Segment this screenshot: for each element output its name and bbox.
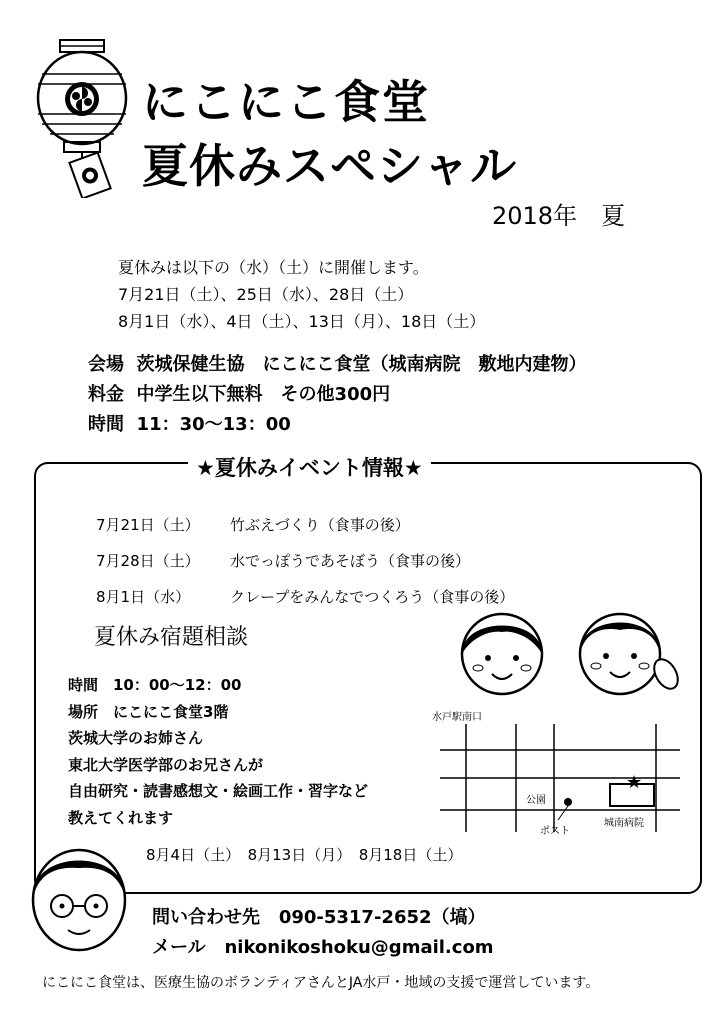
time-row bbox=[88, 410, 587, 440]
venue-row bbox=[88, 350, 587, 380]
map-station-label: 水戸駅南口 bbox=[432, 712, 482, 723]
event-info-title: ★夏休みイベント情報★ bbox=[188, 452, 431, 482]
homework-line-4: 東北大学医学部のお兄さんが bbox=[68, 755, 264, 774]
mail-row bbox=[152, 933, 494, 963]
fee-value: 中学生以下無料 その他300円 bbox=[136, 384, 391, 405]
info-block bbox=[88, 350, 587, 440]
footer-note: にこにこ食堂は、医療生協のボランティアさんとJA水戸・地域の支援で運営しています。 bbox=[42, 975, 600, 991]
fee-row bbox=[88, 380, 587, 410]
event-3-date: 8月1日（水） bbox=[96, 588, 191, 606]
homework-time: 時間 10：00〜12：00 bbox=[68, 676, 242, 694]
mail-address: nikonikoshoku@gmail.com bbox=[224, 937, 494, 958]
map-post-label: ポスト bbox=[540, 826, 570, 837]
girl-illustration bbox=[452, 606, 552, 698]
year-label: 2018年 夏 bbox=[492, 202, 626, 230]
event-1-date: 7月21日（土） bbox=[96, 516, 200, 534]
phone-number: 090-5317-2652（塙） bbox=[278, 907, 486, 928]
star-icon: ★ bbox=[626, 772, 643, 793]
schedule-line-august: 8月1日（水）、4日（土）、13日（月）、18日（土） bbox=[118, 312, 486, 331]
mail-label: メール bbox=[152, 937, 206, 958]
phone-row bbox=[152, 903, 494, 933]
contact-block bbox=[152, 903, 494, 963]
event-3-desc: クレープをみんなでつくろう（食事の後） bbox=[230, 588, 515, 606]
man-illustration bbox=[24, 838, 134, 956]
fee-label: 料金 bbox=[88, 384, 124, 405]
homework-line-3: 茨城大学のお姉さん bbox=[68, 729, 204, 747]
schedule-block bbox=[118, 254, 485, 335]
time-value: 11：30〜13：00 bbox=[136, 414, 291, 435]
map-hospital-label: 城南病院 bbox=[604, 818, 644, 829]
venue-value: 茨城保健生協 にこにこ食堂（城南病院 敷地内建物） bbox=[136, 354, 587, 375]
event-1-desc: 竹ぶえづくり（食事の後） bbox=[230, 516, 410, 534]
phone-label: 問い合わせ先 bbox=[152, 907, 260, 928]
event-2-desc: 水でっぽうであそぼう（食事の後） bbox=[230, 552, 471, 570]
homework-dates: 8月4日（土） 8月13日（月） 8月18日（土） bbox=[146, 846, 463, 864]
boy-illustration bbox=[570, 604, 686, 700]
lantern-illustration bbox=[30, 38, 134, 198]
map-park-label: 公園 bbox=[526, 795, 546, 806]
time-label: 時間 bbox=[88, 414, 124, 435]
homework-title: 夏休み宿題相談 bbox=[94, 625, 249, 650]
schedule-intro: 夏休みは以下の（水）（土）に開催します。 bbox=[118, 258, 429, 277]
homework-place: 場所 にこにこ食堂3階 bbox=[68, 702, 229, 721]
homework-line-5: 自由研究・読書感想文・絵画工作・習字など bbox=[68, 782, 369, 800]
homework-details bbox=[68, 672, 368, 831]
page-subtitle: 夏休みスペシャル bbox=[142, 139, 518, 193]
homework-line-6: 教えてくれます bbox=[68, 808, 174, 827]
venue-label: 会場 bbox=[88, 354, 124, 375]
event-2-date: 7月28日（土） bbox=[96, 552, 200, 570]
schedule-line-july: 7月21日（土）、25日（水）、28日（土） bbox=[118, 285, 414, 304]
page-title: にこにこ食堂 bbox=[142, 75, 430, 129]
